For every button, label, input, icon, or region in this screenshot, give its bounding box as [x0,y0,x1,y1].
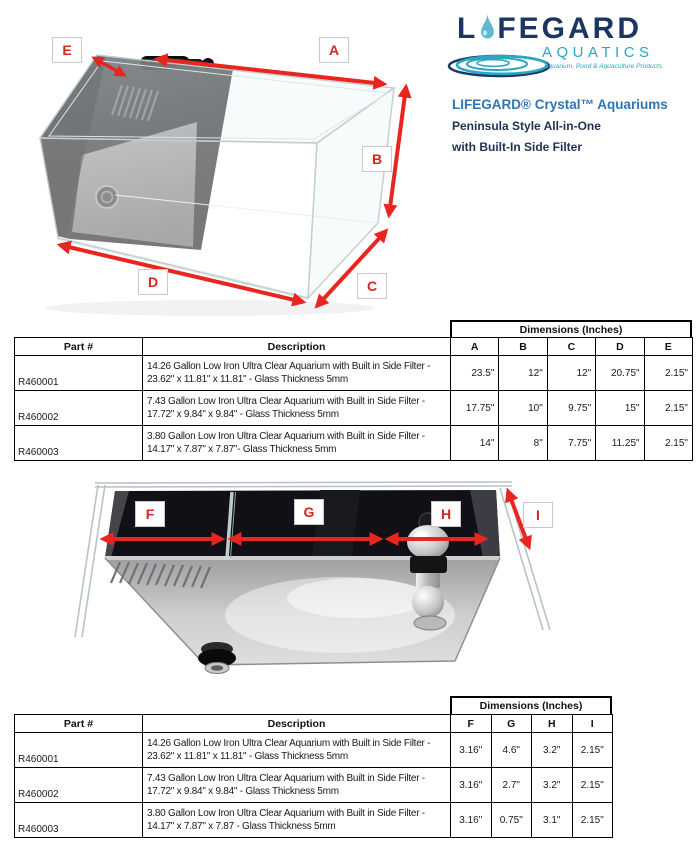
dim-value: 3.16" [451,803,492,838]
tank-shadow [45,300,375,316]
dim-label-g: G [294,499,324,525]
dim-label-c: C [357,273,387,299]
dim-value: 3.2" [532,733,573,768]
side-view-diagram [20,15,440,320]
col-header-desc: Description [143,338,451,356]
description: 3.80 Gallon Low Iron Ultra Clear Aquarium with Built in Side Filter - 14.17" x 7.87" x 7.87"- Glass Thickness 5mm [143,426,451,461]
glass-tank [40,55,394,298]
dim-label-b: B [362,146,392,172]
dim-value: 14" [451,426,499,461]
dim-value: 20.75" [596,356,644,391]
dim-value: 3.2" [532,768,573,803]
water-ripple-icon [445,50,555,84]
col-header-dim-i: I [572,715,613,733]
product-title: LIFEGARD® Crystal™ Aquariums [452,97,668,112]
brand-subname: AQUATICS [542,44,654,61]
description: 3.80 Gallon Low Iron Ultra Clear Aquarium with Built in Side Filter - 14.17" x 7.87" x 7.87 - Glass Thickness 5mm [143,803,451,838]
part-number: R460002 [15,768,143,803]
spec-table-side [14,337,693,461]
dim-label-e: E [52,37,82,63]
dimensions-group-header-top: Dimensions (Inches) [450,696,612,714]
col-header-desc: Description [143,715,451,733]
col-header-dim-c: C [547,338,595,356]
dim-label-a: A [319,37,349,63]
dim-value: 2.15" [644,356,692,391]
dim-value: 15" [596,391,644,426]
spec-table-top [14,714,613,838]
col-header-dim-d: D [596,338,644,356]
brand-letters-rest: FEGARD [497,12,642,45]
col-header-dim-a: A [451,338,499,356]
dimensions-group-header-side: Dimensions (Inches) [450,320,692,337]
top-view-photo [65,465,640,690]
table-row [15,733,613,768]
dim-value: 3.16" [451,733,492,768]
col-header-dim-f: F [451,715,492,733]
water-drop-icon [479,11,496,43]
dim-value: 8" [499,426,547,461]
brand-tagline: Aquarium, Pond & Aquaculture Products [544,63,663,70]
part-number: R460002 [15,391,143,426]
col-header-dim-g: G [491,715,532,733]
lifegard-logo [445,10,697,92]
description: 7.43 Gallon Low Iron Ultra Clear Aquarium with Built in Side Filter - 17.72" x 9.84" x 9.84" - Glass Thickness 5mm [143,768,451,803]
dim-value: 3.1" [532,803,573,838]
brand-wordmark [457,14,642,46]
dim-value: 17.75" [451,391,499,426]
dim-value: 12" [499,356,547,391]
dim-value: 2.7" [491,768,532,803]
col-header-dim-e: E [644,338,692,356]
brand-letter-l: L [457,12,479,45]
part-number: R460001 [15,356,143,391]
top-view-diagram [65,465,640,690]
description: 14.26 Gallon Low Iron Ultra Clear Aquarium with Built in Side Filter - 23.62" x 11.81" x 11.81" - Glass Thickness 5mm [143,356,451,391]
dim-value: 7.75" [547,426,595,461]
table-row [15,356,693,391]
col-header-dim-h: H [532,715,573,733]
dim-label-i: I [523,502,553,528]
dim-label-f: F [135,501,165,527]
part-number: R460003 [15,426,143,461]
table-row [15,768,613,803]
dim-label-d: D [138,269,168,295]
table-row [15,803,613,838]
dim-value: 0.75" [491,803,532,838]
dim-value: 23.5" [451,356,499,391]
dim-value: 2.15" [572,733,613,768]
dim-value: 12" [547,356,595,391]
part-number: R460003 [15,803,143,838]
dim-value: 9.75" [547,391,595,426]
dim-value: 2.15" [644,426,692,461]
dim-value: 2.15" [572,768,613,803]
product-subtitle-1: Peninsula Style All-in-One [452,119,601,133]
description: 14.26 Gallon Low Iron Ultra Clear Aquarium with Built in Side Filter - 23.62" x 11.81" x 11.81" - Glass Thickness 5mm [143,733,451,768]
bottom-drain-fitting [198,642,236,674]
part-number: R460001 [15,733,143,768]
table-row [15,426,693,461]
dim-value: 2.15" [572,803,613,838]
dim-value: 10" [499,391,547,426]
col-header-dim-b: B [499,338,547,356]
table-row [15,391,693,426]
col-header-part: Part # [15,715,143,733]
dim-value: 4.6" [491,733,532,768]
dim-value: 3.16" [451,768,492,803]
dim-label-h: H [431,501,461,527]
product-subtitle-2: with Built-In Side Filter [452,140,582,154]
dim-value: 2.15" [644,391,692,426]
col-header-part: Part # [15,338,143,356]
dim-value: 11.25" [596,426,644,461]
description: 7.43 Gallon Low Iron Ultra Clear Aquarium with Built in Side Filter - 17.72" x 9.84" x 9.84" - Glass Thickness 5mm [143,391,451,426]
